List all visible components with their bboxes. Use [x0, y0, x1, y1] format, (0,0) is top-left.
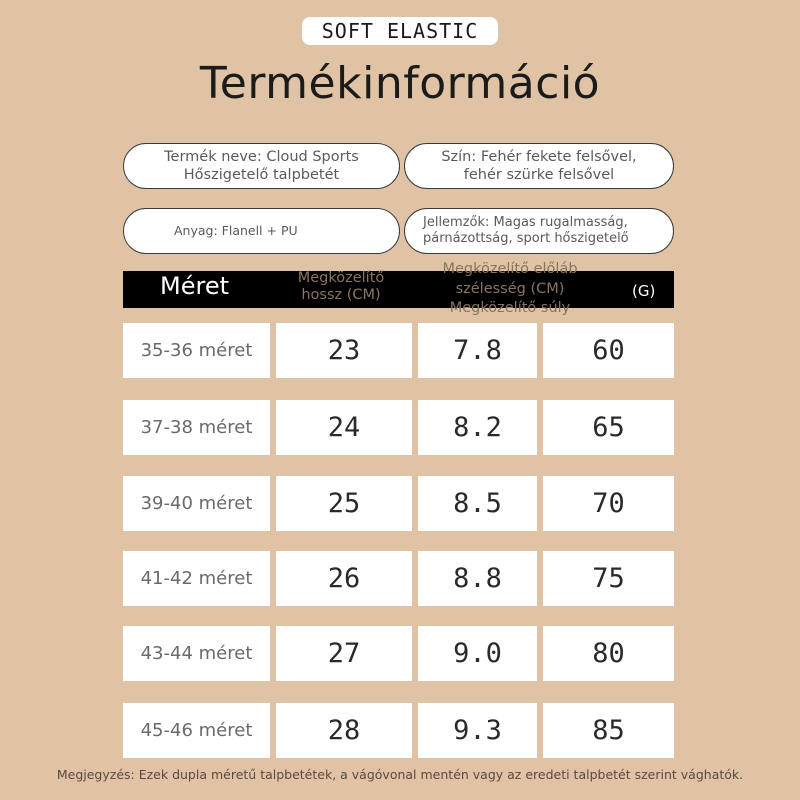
header-weight-unit: (G) — [632, 282, 656, 300]
table-cell-length: 28 — [276, 703, 412, 758]
table-cell-size: 35-36 méret — [123, 323, 270, 378]
header-width-weight: Megközelítő előláb szélesség (CM) Megközelítő súly — [442, 261, 578, 317]
header-length: Megközelítő hossz (CM) — [297, 270, 385, 304]
product-features-text: Jellemzők: Magas rugalmasság, párnázottság, sport hőszigetelő — [423, 214, 629, 246]
table-cell-width: 8.5 — [418, 476, 537, 531]
table-cell-width: 8.8 — [418, 551, 537, 606]
product-material-text: Anyag: Flanell + PU — [174, 223, 298, 239]
table-cell-width: 8.2 — [418, 400, 537, 455]
table-cell-length: 27 — [276, 626, 412, 681]
product-name-text: Termék neve: Cloud Sports Hőszigetelő talpbetét — [164, 148, 359, 183]
footnote: Megjegyzés: Ezek dupla méretű talpbetétek, a vágóvonal mentén vagy az eredeti talpbetét szerint vághatók. — [56, 767, 744, 782]
product-color-text: Szín: Fehér fekete felsővel, fehér szürke felsővel — [441, 148, 637, 183]
table-cell-weight: 65 — [543, 400, 674, 455]
page-title: Termékinformáció — [199, 58, 601, 109]
table-cell-size: 45-46 méret — [123, 703, 270, 758]
table-cell-weight: 75 — [543, 551, 674, 606]
table-cell-weight: 60 — [543, 323, 674, 378]
table-cell-size: 37-38 méret — [123, 400, 270, 455]
table-cell-size: 39-40 méret — [123, 476, 270, 531]
product-features-pill — [404, 208, 674, 254]
table-cell-weight: 80 — [543, 626, 674, 681]
table-cell-size: 41-42 méret — [123, 551, 270, 606]
product-material-pill — [123, 208, 400, 254]
header-size: Méret — [160, 272, 229, 300]
table-cell-weight: 70 — [543, 476, 674, 531]
product-name-pill — [123, 143, 400, 189]
table-cell-length: 26 — [276, 551, 412, 606]
product-color-pill — [404, 143, 674, 189]
table-cell-weight: 85 — [543, 703, 674, 758]
table-cell-length: 24 — [276, 400, 412, 455]
table-cell-width: 9.0 — [418, 626, 537, 681]
table-cell-length: 25 — [276, 476, 412, 531]
table-cell-size: 43-44 méret — [123, 626, 270, 681]
brand-badge: SOFT ELASTIC — [302, 17, 498, 45]
table-cell-width: 7.8 — [418, 323, 537, 378]
table-cell-width: 9.3 — [418, 703, 537, 758]
table-cell-length: 23 — [276, 323, 412, 378]
